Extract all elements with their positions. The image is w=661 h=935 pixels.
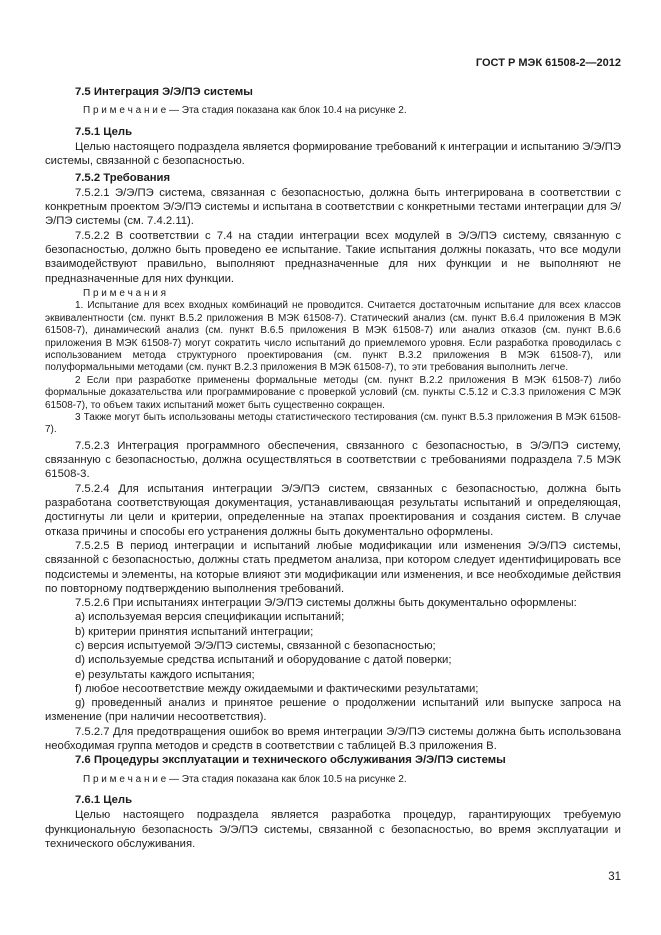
- note: П р и м е ч а н и е — Эта стадия показана как блок 10.4 на рисунке 2.: [83, 105, 407, 117]
- document-header: ГОСТ Р МЭК 61508-2—2012: [475, 57, 621, 69]
- list-item-c: c) версия испытуемой Э/Э/ПЭ системы, связанной с безопасностью;: [75, 640, 436, 652]
- note: 1. Испытание для всех входных комбинаций не проводится. Считается достаточным испытание для всех классов эквивалентности (см. пункт В.5.2 приложения В МЭК 61508-7). Статический анализ (см. пункт В.6.4 приложения В МЭК 61508-7), динамический анализ (см. пункт В.6.5 приложения В МЭК 61508-7) или анализ отказов (см. пункт В.6.6 приложения В МЭК 61508-7) могут сократить число испытаний до приемлемого уровня. Если разработка проводилась с использованием метода структурного проектирования (см. пункт В.3.2 приложения В МЭК 61508-7), или полуформальными методами (см. пункт В.2.3 приложения В МЭК 61508-7), то эти требования выполнить легче.: [45, 300, 621, 374]
- section-heading-7-5: 7.5 Интеграция Э/Э/ПЭ системы: [75, 86, 253, 98]
- list-item-e: e) результаты каждого испытания;: [75, 668, 255, 681]
- note: П р и м е ч а н и е — Эта стадия показана как блок 10.5 на рисунке 2.: [83, 773, 407, 785]
- section-heading-7-5-2: 7.5.2 Требования: [75, 171, 171, 184]
- list-item-a: a) используемая версия спецификации испытаний;: [75, 611, 345, 624]
- section-heading-7-6: 7.6 Процедуры эксплуатации и технического обслуживания Э/Э/ПЭ системы: [75, 754, 506, 767]
- paragraph: 7.5.2.7 Для предотвращения ошибок во время интеграции Э/Э/ПЭ системы должна быть использована необходимая группа методов и средств в соответствии с таблицей В.3 приложения В.: [45, 725, 621, 753]
- note: 2 Если при разработке применены формальные методы (см. пункт В.2.2 приложения В МЭК 61508-7) либо формальные доказательства или программирование с проверкой условий (см. пункты С.5.12 и С.3.3 приложения С МЭК 61508-7), то объем таких испытаний может быть существенно сокращен.: [45, 374, 621, 411]
- document-body: [45, 85, 621, 851]
- note: 3 Также могут быть использованы методы статистического тестирования (см. пункт В.5.3 приложения В МЭК 61508-7).: [45, 412, 621, 436]
- paragraph: 7.5.2.1 Э/Э/ПЭ система, связанная с безопасностью, должна быть интегрирована в соответствии с конкретным проектом Э/Э/ПЭ системы и испытана в соответствии с конкретными тестами интеграции для Э/Э/ПЭ системы (см. 7.4.2.11).: [45, 186, 621, 228]
- paragraph: 7.5.2.4 Для испытания интеграции Э/Э/ПЭ систем, связанных с безопасностью, должна быть разработана соответствующая документация, устанавливающая результаты испытаний и определяющая, достигнуты ли цели и критерии, определенные на этапах проектирования и создания систем. В случае отказа причины и способы его устранения должны быть документально оформлены.: [45, 482, 621, 538]
- list-item-d: d) используемые средства испытаний и оборудование с датой поверки;: [75, 654, 452, 667]
- paragraph: Целью настоящего подраздела является формирование требований к интеграции и испытанию Э/Э/ПЭ системы, связанной с безопасностью.: [45, 141, 621, 168]
- notes-heading: П р и м е ч а н и я: [83, 287, 167, 299]
- list-item-g: g) проведенный анализ и принятое решение о продолжении испытаний или выпуске запроса на изменение (при наличии несоответствия).: [45, 697, 621, 724]
- paragraph: 7.5.2.2 В соответствии с 7.4 на стадии интеграции всех модулей в Э/Э/ПЭ систему, связанную с безопасностью, должно быть проведено ее испытание. Такие испытания должны показать, что все модули взаимодействуют правильно, выполняют предназначенные для них функции и не выполняют не предназначенные для них функции.: [45, 229, 621, 285]
- paragraph: 7.5.2.3 Интеграция программного обеспечения, связанного с безопасностью, в Э/Э/ПЭ систему, связанную с безопасностью, должна осуществляться в соответствии с требованиями подраздела 7.5 МЭК 61508-3.: [45, 439, 621, 481]
- section-heading-7-5-1: 7.5.1 Цель: [75, 125, 133, 138]
- page-number: 31: [608, 871, 621, 883]
- list-item-f: f) любое несоответствие между ожидаемыми и фактическими результатами;: [75, 682, 479, 695]
- list-item-b: b) критерии принятия испытаний интеграции;: [75, 625, 314, 638]
- paragraph: 7.5.2.5 В период интеграции и испытаний любые модификации или изменения Э/Э/ПЭ системы, связанной с безопасностью, должны стать предметом анализа, при котором следует идентифицировать все подсистемы и элементы, на которые влияют эти модификации или изменения, и все необходимые действия по повторному подтверждению выполнения требований.: [45, 539, 621, 595]
- paragraph: Целью настоящего подраздела является разработка процедур, гарантирующих требуемую функциональную безопасность Э/Э/ПЭ системы, связанной с безопасностью, во время эксплуатации и технического обслуживания.: [45, 809, 621, 850]
- paragraph: 7.5.2.6 При испытаниях интеграции Э/Э/ПЭ системы должны быть документально оформлены:: [75, 597, 577, 610]
- section-heading-7-6-1: 7.6.1 Цель: [75, 794, 133, 807]
